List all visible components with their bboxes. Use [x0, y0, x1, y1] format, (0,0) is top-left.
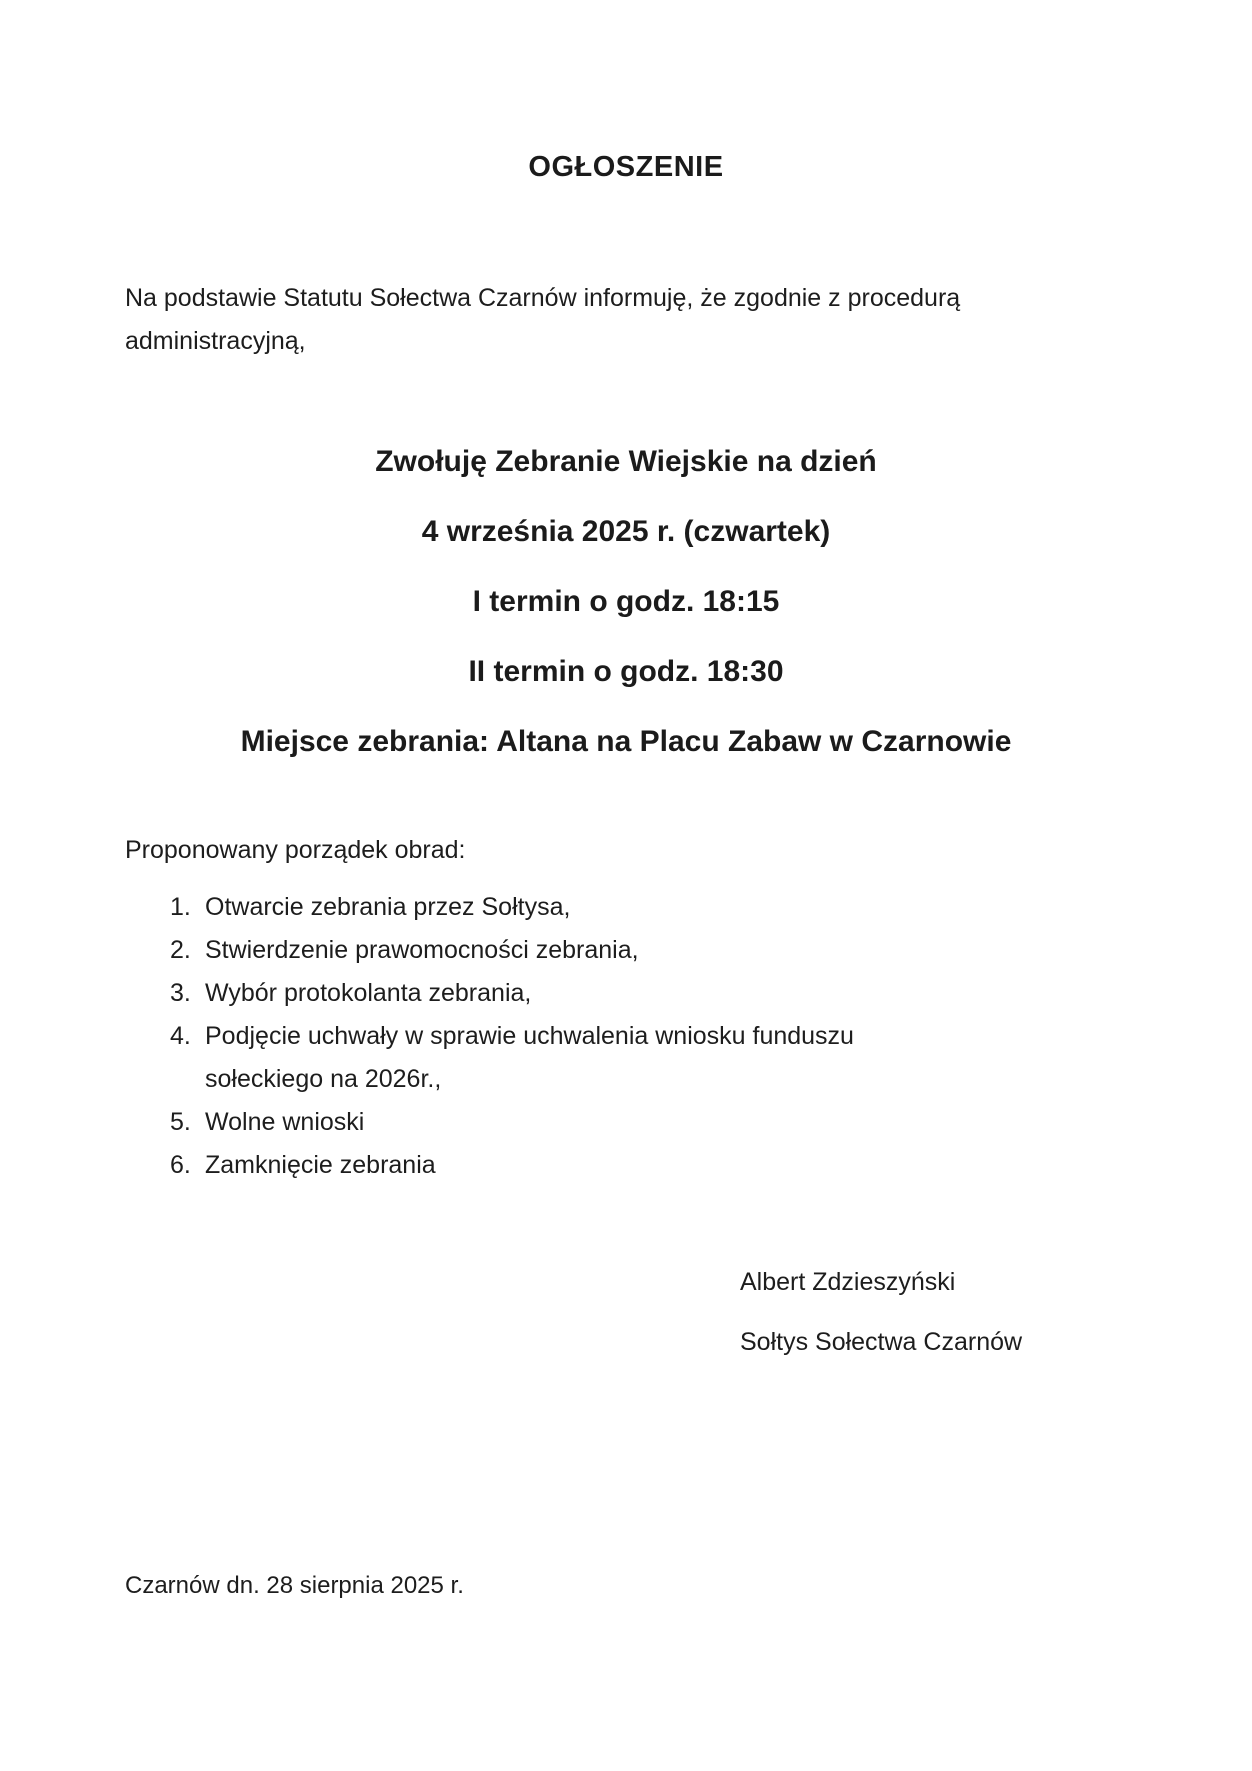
agenda-list	[125, 886, 925, 1187]
agenda-item-4: Podjęcie uchwały w sprawie uchwalenia wniosku funduszu sołeckiego na 2026r.,	[205, 1022, 854, 1093]
intro-paragraph: Na podstawie Statutu Sołectwa Czarnów informuję, że zgodnie z procedurą administracyjną,	[125, 284, 961, 355]
document-date-line: Czarnów dn. 28 sierpnia 2025 r.	[125, 1572, 464, 1599]
signature-name: Albert Zdzieszyński	[740, 1268, 956, 1296]
signature-title: Sołtys Sołectwa Czarnów	[740, 1328, 1023, 1356]
meeting-date-line: 4 września 2025 r. (czwartek)	[421, 515, 831, 548]
agenda-item-3: Wybór protokolanta zebrania,	[205, 979, 532, 1007]
agenda-item-1: Otwarcie zebrania przez Sołtysa,	[205, 893, 571, 921]
document-title: OGŁOSZENIE	[528, 151, 724, 183]
meeting-second-term-line: II termin o godz. 18:30	[468, 655, 784, 688]
meeting-details-block	[125, 443, 1127, 761]
agenda-heading: Proponowany porządek obrad:	[125, 836, 466, 864]
meeting-first-term-line: I termin o godz. 18:15	[472, 585, 780, 618]
meeting-place-line: Miejsce zebrania: Altana na Placu Zabaw w Czarnowie	[240, 725, 1012, 758]
agenda-item-2: Stwierdzenie prawomocności zebrania,	[205, 936, 639, 964]
agenda-item-6: Zamknięcie zebrania	[205, 1151, 436, 1179]
agenda-item-5: Wolne wnioski	[205, 1108, 365, 1136]
signature-block	[740, 1261, 1127, 1364]
meeting-summons-line: Zwołuję Zebranie Wiejskie na dzień	[375, 445, 877, 478]
